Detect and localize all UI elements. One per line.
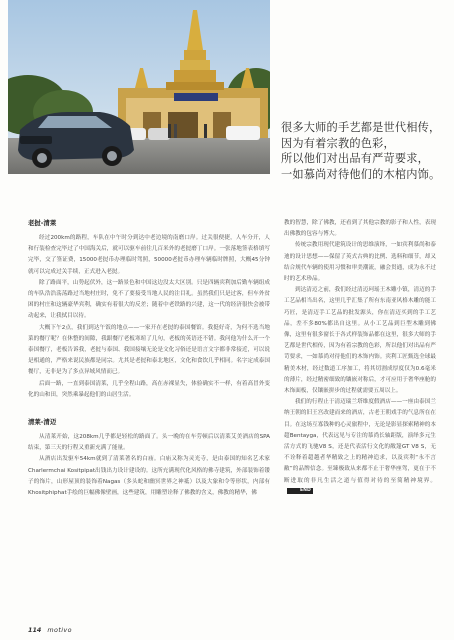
pull-quote-line: 因为有着宗教的色彩， xyxy=(281,136,395,150)
paragraph: 除了路面平，山势起伏外，这一路景色和中国这边没太大区别。只是四辆宾利加后勤车辆组成的车队浩浩荡荡路过当地村庄时，免不了要接受当地人民的注目礼。虽然我们只是过客，但车外贫困的村庄和这辆豪华宾利，确实有着很大的反差；随着中老铁路的兴建，这一代的经济很快会被带动起来，让我拭目以待。 xyxy=(28,279,270,320)
pull-quote-line: 所以他们对出品有严苛要求， xyxy=(281,152,430,165)
pull-quote-line: 很多大师的手艺都是世代相传， xyxy=(281,121,441,134)
paragraph: 教的智慧，除了佛教，还看到了其他宗教的影子和人性，表现出佛教的包容与博大。 xyxy=(284,220,436,238)
paragraph: 后面一路，一直到泰国清莱，几乎全程山路，高在赤裸显失，体验确实不一样，有着高冒外变化的山和田，突然乘暴起他们的山居生活。 xyxy=(28,380,270,398)
page-footer xyxy=(28,626,72,634)
paragraph: 大概下午2点，我们到达午饭的地点——一家开在老挝的泰国餐馆。我挺好奇，为何不选当地菜的餐厅呢？在休整的间隙，我跟餐厅老板寒暄了几句，老板的英语还不错。我问他为什么开一个泰国餐厅，老板告诉我，老挝与泰国、我国接壤无论是文化习俗还是语言文字都非常接近，可以说是相通的，严格来说民族都是同宗。尤其是老挝和泰北地区，文化和食饮几乎相同。名字定成泰国餐厅，无非是为了多点异域风情而已。 xyxy=(28,324,270,376)
pull-quote-line: 一如慕尚对待他们的木棺内饰。 xyxy=(281,167,441,181)
paragraph: 传统宗教用现代建筑设计的思维演绎，一如宾利慕尚和泰迪的设计思想——保留了英式古典的比例、选料和细节，却又结合规代车辆的使用习惯和审美潮流，融会贯通，成为永不过时的艺术珍品。 xyxy=(284,242,436,283)
end-mark-icon: END xyxy=(287,488,313,494)
paragraph-final xyxy=(284,397,436,498)
temple-bentley-photo xyxy=(8,0,270,174)
pull-quote xyxy=(281,120,447,182)
page-number: 114 xyxy=(28,626,42,634)
paragraph: 经过200km的路程，车队在中午时分到达中老边境的南磨口岸。过关很便捷，人车分开，人和行装检查完毕过了中国海关后，就可以驱车前往几百米外的老挝磨丁口岸。一张落地签表格填写完毕，交了签证费，15000老挝币办理临时驾照，50000老挝币办理车辆临时牌照，大概45分钟就可以完成过关手续，正式进入老挝。 xyxy=(28,235,270,275)
right-column xyxy=(284,218,436,498)
magazine-name: motivo xyxy=(47,626,72,634)
paragraph: 从清莱开始，这208km几乎都是轻松的路面了。头一晚的在车劳顿后以清莱艾美酒店的SPA结束，第三天的行程又重新充满了能量。 xyxy=(28,434,270,452)
paragraph-text: 我们的行程止于清迈瑞兰塔维度假酒店——一座由泰国兰纳王朝的旧王宫改建而来的酒店，古老王朝戏手的气息所在在目。在这场互寡钱种的心灵旅程中，无论是影显探索精神的本超Bentayga，代表远见与专注的慕尚长轴距版，演绎多元生活方式的飞驰V8 S，还是代表活行文化的敞篷GT V8 S，无不诠释着超越者华精致之上的精神追求，以及宾利“永不言敝”的品牌信念。至臻极致从来都不止于奢华座驾，更在于不断进取的非凡生活之道与值得对待的至简精神境界。 xyxy=(284,399,436,484)
paragraph: 从酒店出发驱车54km就到了清莱著名的白庙。白庙又称为灵光寺，是由泰国的知名艺术家Charlermchai Kositpipat出钱出力设计建设的。这所充满现代化风格的佛寺建筑，外部装饰着镂子的饰片，山形屋顶的装饰着Nagas（多头蛇和幽冥世界之神祗）以及大象和令等形状，内部有Khositphiphat手绘的巨幅佛像壁画，这些建筑，用雕塑诠释了佛教的含义，佛教的精华，佛 xyxy=(28,456,270,497)
paragraph: 到达清迈之前，我们经过清迈珂瑶王木雕小镇，清迈的手工艺品相当出名，这里几乎汇集了所有东南亚风格木雕的能工巧匠，是清迈手工艺品的批发源头，你在清迈买到的手工艺品，差不多80%都出自这里。从小工艺品到巨型木雕到佛像，这里有很多窗长于各式样装饰品都在这里，很多大师的手艺都是世代相传，因为有着宗教的色彩，所以他们对出品有严苛要求，一如慕尚对待他们的木饰内饰。宾利工匠甄选全球最精美木材，经过数道工序加工，将其切割成厚度仅为0.6毫米的薄片，经过精密细致的镶嵌对称后，才可应用于奢华座舱的木饰面板，仅镶嵌拼步的过程就需要五周以上。 xyxy=(284,287,436,395)
left-column xyxy=(28,218,270,499)
section-heading-chiangrai-chiangmai: 清莱-清迈 xyxy=(28,418,57,427)
section-heading-laos-chiangrai: 老挝-清莱 xyxy=(28,219,57,227)
